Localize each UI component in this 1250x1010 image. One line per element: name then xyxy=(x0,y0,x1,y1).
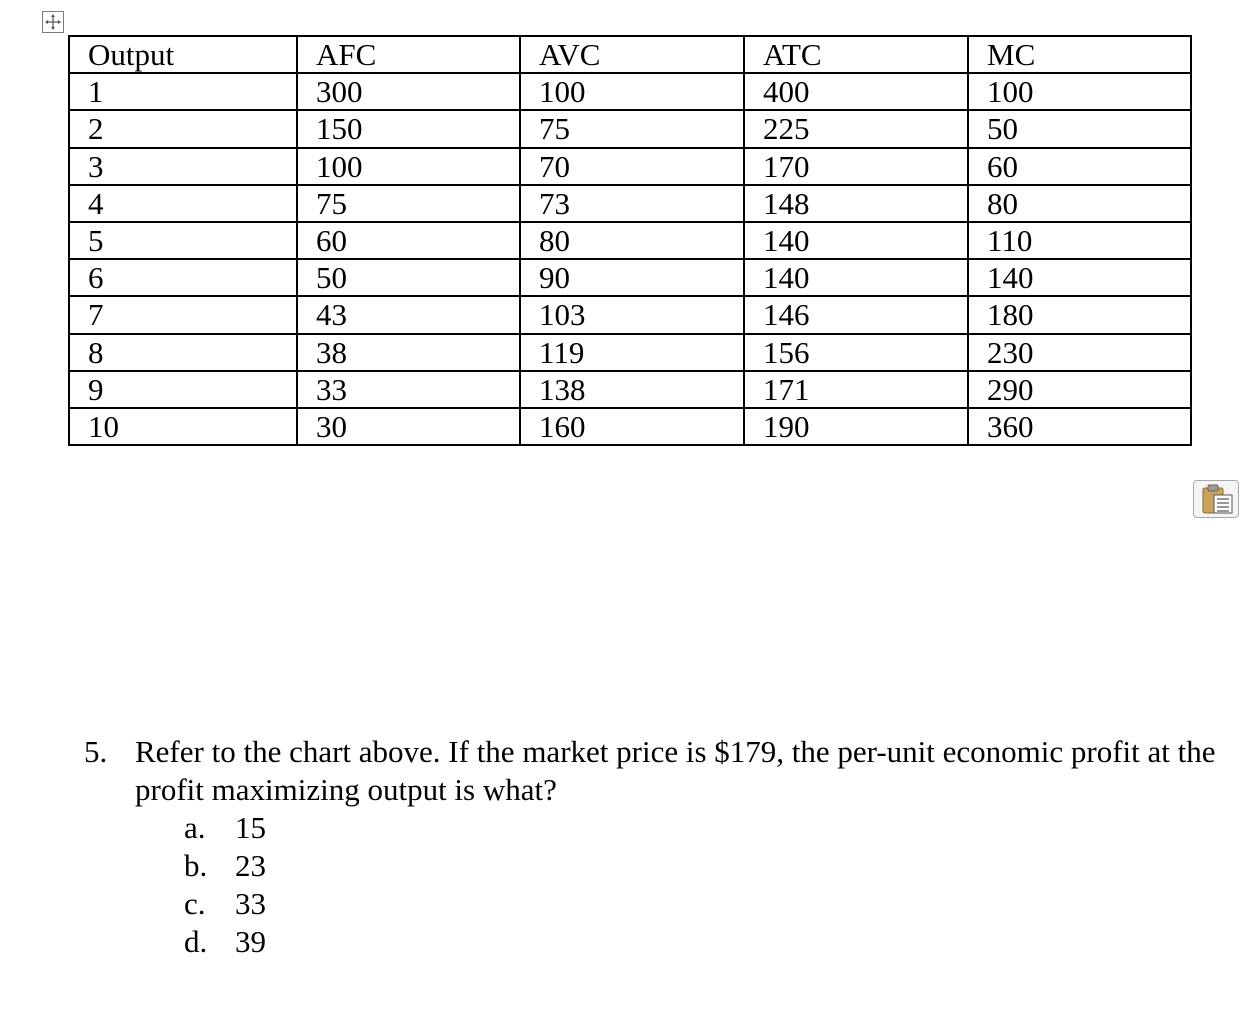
clipboard-paste-icon[interactable] xyxy=(1193,480,1239,518)
question-block xyxy=(84,733,1224,961)
cell-output: 2 xyxy=(69,110,297,147)
answer-option-a xyxy=(184,809,1224,847)
cell-output: 8 xyxy=(69,334,297,371)
cell-afc: 100 xyxy=(297,148,520,185)
option-value: 15 xyxy=(235,810,266,845)
cell-atc: 140 xyxy=(744,222,968,259)
header-cell-atc: ATC xyxy=(744,36,968,73)
cell-afc: 33 xyxy=(297,371,520,408)
cost-table xyxy=(68,35,1192,446)
cell-output: 3 xyxy=(69,148,297,185)
cell-afc: 75 xyxy=(297,185,520,222)
table-row xyxy=(69,185,1191,222)
cell-atc: 140 xyxy=(744,259,968,296)
question-number: 5. xyxy=(84,734,108,769)
cell-avc: 73 xyxy=(520,185,744,222)
cell-mc: 180 xyxy=(968,296,1191,333)
header-cell-mc: MC xyxy=(968,36,1191,73)
table-row xyxy=(69,148,1191,185)
table-header-row xyxy=(69,36,1191,73)
option-value: 39 xyxy=(235,924,266,959)
cell-atc: 400 xyxy=(744,73,968,110)
table-row xyxy=(69,110,1191,147)
option-letter: d. xyxy=(184,924,208,959)
table-row xyxy=(69,259,1191,296)
cell-mc: 290 xyxy=(968,371,1191,408)
cell-atc: 156 xyxy=(744,334,968,371)
answer-option-b xyxy=(184,847,1224,885)
cell-output: 1 xyxy=(69,73,297,110)
cell-avc: 138 xyxy=(520,371,744,408)
option-letter: b. xyxy=(184,848,208,883)
cell-afc: 60 xyxy=(297,222,520,259)
cell-output: 4 xyxy=(69,185,297,222)
cell-atc: 171 xyxy=(744,371,968,408)
table-row xyxy=(69,73,1191,110)
option-letter: a. xyxy=(184,810,206,845)
table-row xyxy=(69,222,1191,259)
option-value: 23 xyxy=(235,848,266,883)
option-letter: c. xyxy=(184,886,206,921)
cell-afc: 38 xyxy=(297,334,520,371)
cell-mc: 100 xyxy=(968,73,1191,110)
answer-option-d xyxy=(184,923,1224,961)
table-move-handle-icon[interactable] xyxy=(42,11,64,33)
cell-output: 7 xyxy=(69,296,297,333)
cell-mc: 230 xyxy=(968,334,1191,371)
cell-afc: 43 xyxy=(297,296,520,333)
cell-atc: 148 xyxy=(744,185,968,222)
cell-atc: 170 xyxy=(744,148,968,185)
cell-atc: 146 xyxy=(744,296,968,333)
cell-afc: 300 xyxy=(297,73,520,110)
header-cell-output: Output xyxy=(69,36,297,73)
cell-output: 5 xyxy=(69,222,297,259)
cell-mc: 60 xyxy=(968,148,1191,185)
cell-mc: 140 xyxy=(968,259,1191,296)
cell-avc: 70 xyxy=(520,148,744,185)
cell-avc: 160 xyxy=(520,408,744,445)
cell-mc: 360 xyxy=(968,408,1191,445)
cell-output: 6 xyxy=(69,259,297,296)
cell-mc: 80 xyxy=(968,185,1191,222)
cell-avc: 80 xyxy=(520,222,744,259)
answer-options xyxy=(184,809,1224,961)
cell-avc: 90 xyxy=(520,259,744,296)
cell-output: 9 xyxy=(69,371,297,408)
table-row xyxy=(69,408,1191,445)
cell-afc: 150 xyxy=(297,110,520,147)
answer-option-c xyxy=(184,885,1224,923)
cell-avc: 75 xyxy=(520,110,744,147)
cell-atc: 190 xyxy=(744,408,968,445)
table-row xyxy=(69,296,1191,333)
table-row xyxy=(69,334,1191,371)
cell-afc: 30 xyxy=(297,408,520,445)
cell-avc: 119 xyxy=(520,334,744,371)
cell-afc: 50 xyxy=(297,259,520,296)
table-row xyxy=(69,371,1191,408)
cell-avc: 103 xyxy=(520,296,744,333)
cell-mc: 50 xyxy=(968,110,1191,147)
cell-atc: 225 xyxy=(744,110,968,147)
header-cell-afc: AFC xyxy=(297,36,520,73)
header-cell-avc: AVC xyxy=(520,36,744,73)
cell-mc: 110 xyxy=(968,222,1191,259)
cell-output: 10 xyxy=(69,408,297,445)
cell-avc: 100 xyxy=(520,73,744,110)
question-text: Refer to the chart above. If the market price is $179, the per-unit economic profit at the profit maximizing output is what? xyxy=(135,734,1216,807)
option-value: 33 xyxy=(235,886,266,921)
